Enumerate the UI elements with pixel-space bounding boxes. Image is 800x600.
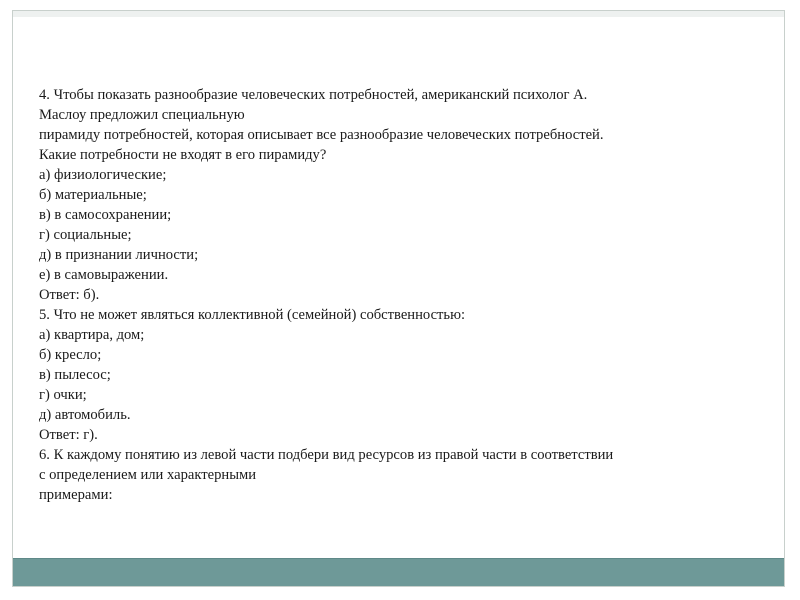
question-4-option-d: г) социальные; <box>39 227 132 243</box>
question-5-option-d: г) очки; <box>39 387 87 403</box>
question-4-option-e: д) в признании личности; <box>39 247 199 263</box>
slide-top-bar <box>13 11 784 17</box>
question-6-line-2: с определением или характерными <box>39 467 257 483</box>
question-6-line-3: примерами: <box>39 487 113 503</box>
question-4-answer: Ответ: б). <box>39 287 100 303</box>
slide-footer-bar <box>13 558 784 586</box>
question-6-line-1: 6. К каждому понятию из левой части подбери вид ресурсов из правой части в соответствии <box>39 447 614 463</box>
question-4-option-c: в) в самосохранении; <box>39 207 172 223</box>
slide-text-content <box>39 85 759 505</box>
question-5-option-a: а) квартира, дом; <box>39 327 145 343</box>
question-5-line-1: 5. Что не может являться коллективной (семейной) собственностью: <box>39 307 466 323</box>
question-4-option-a: а) физиологические; <box>39 167 167 183</box>
question-5-option-b: б) кресло; <box>39 347 102 363</box>
question-5-answer: Ответ: г). <box>39 427 98 443</box>
question-4-line-4: Какие потребности не входят в его пирамиду? <box>39 147 327 163</box>
question-4-option-b: б) материальные; <box>39 187 147 203</box>
slide-frame <box>12 10 785 587</box>
question-4-option-f: е) в самовыражении. <box>39 267 169 283</box>
question-4-line-2: Маслоу предложил специальную <box>39 107 245 123</box>
question-5-option-c: в) пылесос; <box>39 367 111 383</box>
question-4-line-1: 4. Чтобы показать разнообразие человеческих потребностей, американский психолог А. <box>39 87 588 103</box>
question-5-option-e: д) автомобиль. <box>39 407 131 423</box>
question-4-line-3: пирамиду потребностей, которая описывает все разнообразие человеческих потребностей. <box>39 127 604 143</box>
